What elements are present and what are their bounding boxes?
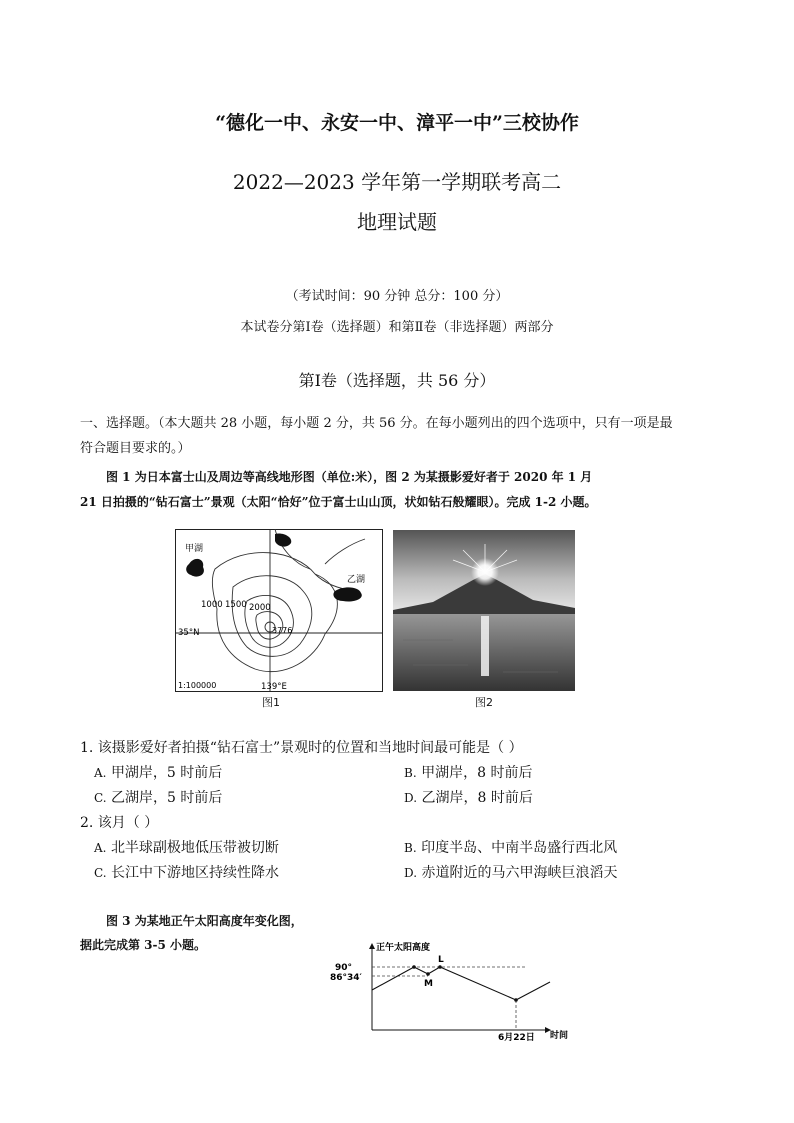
q1-option-c[interactable]: C. 乙湖岸，5 时前后 bbox=[94, 790, 223, 806]
date-label: 6月22日 bbox=[498, 1033, 535, 1043]
y-tick-90: 90° bbox=[335, 963, 353, 973]
material1-line2: 21 日拍摄的“钻石富士”景观（太阳“恰好”位于富士山山顶，状如钻石般耀眼）。完成 1-2 小题。 bbox=[80, 495, 597, 509]
y-tick-8634: 86°34′ bbox=[330, 973, 362, 983]
q2-option-d[interactable]: D. 赤道附近的马六甲海峡巨浪滔天 bbox=[404, 865, 618, 881]
figure1-caption: 图1 bbox=[262, 696, 280, 709]
latitude-label: 35°N bbox=[178, 628, 200, 638]
exam-info: （考试时间：90 分钟 总分：100 分） bbox=[285, 289, 509, 304]
instructions-line1: 一、选择题。（本大题共 28 小题，每小题 2 分，共 56 分。在每小题列出的四个选项中，只有一项是最 bbox=[80, 416, 673, 431]
section-title: 第Ⅰ卷（选择题，共 56 分） bbox=[298, 371, 496, 390]
q1-option-d[interactable]: D. 乙湖岸，8 时前后 bbox=[404, 790, 533, 806]
point-l bbox=[438, 965, 442, 969]
q2-stem: 2. 该月（ ） bbox=[80, 815, 159, 831]
longitude-label: 139°E bbox=[261, 682, 287, 692]
material1-line1: 图 1 为日本富士山及周边等高线地形图（单位:米），图 2 为某摄影爱好者于 2020 年 1 月 bbox=[106, 470, 593, 484]
material2-line2: 据此完成第 3-5 小题。 bbox=[80, 938, 207, 952]
exam-title: 2022—2023 学年第一学期联考高二 bbox=[232, 170, 562, 194]
peak-elevation-label: 3776 bbox=[272, 626, 293, 635]
q1-option-b[interactable]: B. 甲湖岸，8 时前后 bbox=[404, 765, 533, 781]
material2-line1: 图 3 为某地正午太阳高度年变化图， bbox=[106, 914, 303, 928]
y-axis-label: 正午太阳高度 bbox=[376, 943, 431, 953]
contour-label-2000: 2000 bbox=[249, 603, 271, 613]
figure1-contour-map bbox=[175, 529, 383, 692]
label-l: L bbox=[438, 955, 444, 965]
scale-label: 1:100000 bbox=[178, 681, 217, 690]
point-m bbox=[426, 972, 430, 976]
label-m: M bbox=[424, 979, 433, 989]
figure2-caption: 图2 bbox=[475, 696, 493, 709]
figure2-photo bbox=[393, 530, 575, 691]
subject-title: 地理试题 bbox=[357, 210, 437, 234]
lake-b-label: 乙湖 bbox=[347, 575, 366, 585]
q2-option-c[interactable]: C. 长江中下游地区持续性降水 bbox=[94, 865, 280, 881]
lake-a-label: 甲湖 bbox=[185, 544, 204, 554]
instructions-line2: 符合题目要求的。） bbox=[80, 441, 191, 456]
figure3-chart bbox=[330, 938, 590, 1044]
q2-option-a[interactable]: A. 北半球副极地低压带被切断 bbox=[94, 840, 279, 856]
q1-stem: 1. 该摄影爱好者拍摄“钻石富士”景观时的位置和当地时间最可能是（ ） bbox=[80, 740, 523, 756]
sun-reflection bbox=[481, 616, 489, 676]
q2-option-b[interactable]: B. 印度半岛、中南半岛盛行西北风 bbox=[404, 840, 618, 856]
contour-label-1500: 1500 bbox=[225, 600, 247, 610]
x-axis-label: 时间 bbox=[550, 1031, 569, 1041]
parts-info: 本试卷分第Ⅰ卷（选择题）和第Ⅱ卷（非选择题）两部分 bbox=[240, 320, 554, 335]
school-title: “德化一中、永安一中、漳平一中”三校协作 bbox=[215, 112, 579, 134]
solar-altitude-curve bbox=[372, 967, 550, 1000]
contour-label-1000: 1000 bbox=[201, 600, 223, 610]
q1-option-a[interactable]: A. 甲湖岸，5 时前后 bbox=[94, 765, 223, 781]
